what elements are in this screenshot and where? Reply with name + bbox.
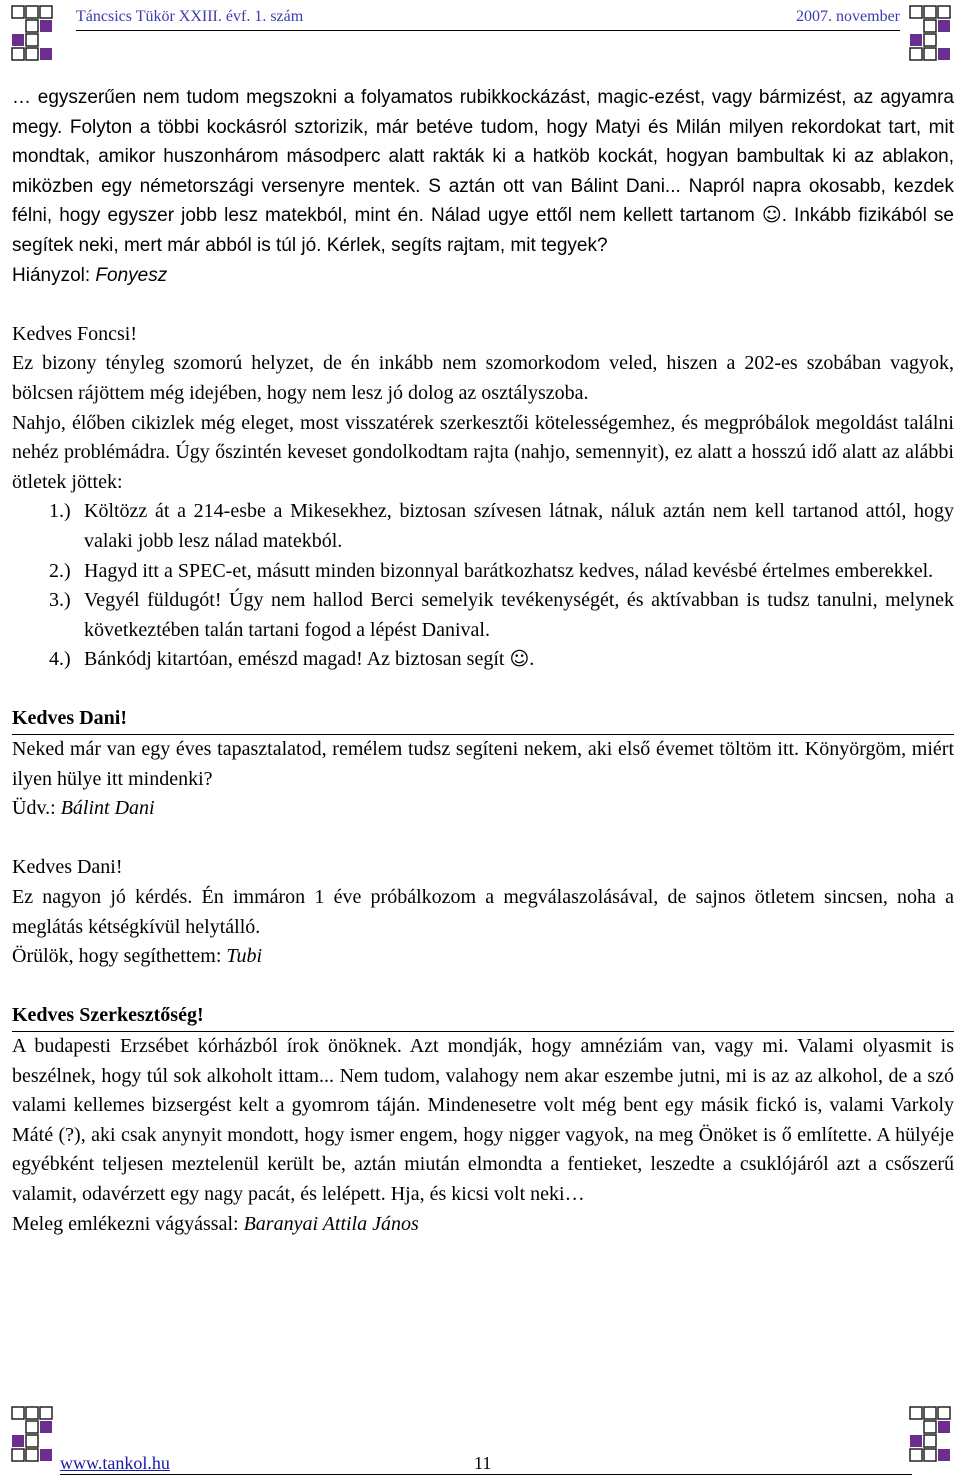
signature-label: Üdv.: — [12, 797, 61, 820]
signature-name: Baranyai Attila János — [243, 1212, 419, 1235]
signature-name: Tubi — [226, 945, 262, 968]
list-item — [12, 645, 954, 675]
list-item-number: 1.) — [49, 500, 71, 523]
rubik-cube-logo-icon — [10, 4, 54, 62]
list-item-number: 4.) — [49, 648, 71, 671]
header-date: 2007. november — [796, 8, 900, 25]
list-item-text: Bánkódj kitartóan, emészd magad! Az biztosan segít — [84, 648, 510, 671]
running-header — [76, 4, 900, 31]
rubik-cube-logo-icon — [10, 1405, 54, 1463]
rubik-cube-logo-svg — [908, 4, 952, 62]
list-item-text: Vegyél füldugót! Úgy nem hallod Berci semelyik tevékenységét, és aktívabban is tudsz tanulni, melynek következtében talán tartani fogod a lépést Danival. — [84, 589, 954, 641]
page-number: 11 — [474, 1453, 492, 1473]
rubik-cube-logo-svg — [908, 1405, 952, 1463]
signature-name: Bálint Dani — [60, 797, 155, 820]
list-item — [12, 586, 954, 645]
signature-label: Hiányzol: — [12, 264, 96, 286]
signature-name: Fonyesz — [95, 264, 168, 286]
list-item — [12, 557, 954, 587]
signature-label: Örülök, hogy segíthettem: — [12, 945, 227, 968]
article-body — [12, 83, 954, 1239]
letter-fonyesz-signature — [12, 261, 954, 291]
list-item — [12, 497, 954, 556]
header-publication: Táncsics Tükör XXIII. évf. 1. szám — [76, 8, 304, 25]
list-item-number: 2.) — [49, 559, 71, 582]
letter-signature — [12, 1210, 954, 1240]
rubik-cube-logo-svg — [10, 4, 54, 62]
letter-heading: Kedves Szerkesztőség! — [12, 1001, 954, 1032]
letter-fonyesz — [12, 83, 954, 261]
reply-paragraph: Ez nagyon jó kérdés. Én immáron 1 éve próbálkozom a megválaszolásával, de sajnos ötletem sincsen, noha a meglátás kétségkívül helytálló. — [12, 886, 954, 938]
reply-paragraph: Nahjo, élőben cikizlek még eleget, most visszatérek szerkesztői kötelességemhez, és megpróbálok megoldást találni nehéz problémádra. Úgy őszintén keveset gondolkodtam rajta (nahjo, semennyit), ez alatt a hosszú idő alatt az alábbi ötletek jöttek: — [12, 411, 954, 493]
letter-fonyesz-text-cont: . Inkább fizikából se segítek neki, mert már abból is túl jó. Kérlek, segíts rajtam, mit tegyek? — [12, 205, 954, 256]
letter-body: Neked már van egy éves tapasztalatod, remélem tudsz segíteni nekem, aki első évemet töltöm itt. Könyörgöm, miért ilyen hülye itt mindenki? — [12, 738, 954, 790]
letter-heading: Kedves Dani! — [12, 704, 954, 735]
footer-rule — [60, 1474, 912, 1475]
letter-signature — [12, 794, 954, 824]
reply-greeting: Kedves Foncsi! — [12, 322, 137, 345]
rubik-cube-logo-icon — [908, 4, 952, 62]
reply-paragraph: Ez bizony tényleg szomorú helyzet, de én inkább nem szomorkodom veled, hiszen a 202-es szobában vagyok, bölcsen rájöttem még idejében, hogy nem lesz jó dolog az osztályszoba. — [12, 352, 954, 404]
smiley-face-icon: ☺ — [761, 204, 782, 227]
signature-label: Meleg emlékezni vágyással: — [12, 1212, 244, 1235]
smiley-face-icon: ☺ — [509, 648, 530, 671]
list-item-text: Költözz át a 214-esbe a Mikesekhez, biztosan szívesen látnak, náluk aztán nem kell tartanod attól, hogy valaki jobb lesz nálad matekból. — [84, 500, 954, 552]
reply-greeting: Kedves Dani! — [12, 856, 123, 879]
website-link[interactable]: www.tankol.hu — [60, 1453, 170, 1473]
letter-fonyesz-text: … egyszerűen nem tudom megszokni a folyamatos rubikkockázást, magic-ezést, vagy bármizést, az agyamra megy. Folyton a többi kockásról sztorizik, már betéve tudom, hogy Matyi és Milán milyen rekordokat tart, mit mondtak, amikor huszonhárom másodperc alatt rakták ki a hatköb kockát, hogyan bambultak ki az ablakon, miközben egy németországi versenyre mentek. S aztán ott van Bálint Dani... Napról napra okosabb, kezdek félni, hogy egyszer jobb lesz matekból, mint én. Nálad ugye ettől nem kellett tartanom — [12, 87, 954, 227]
rubik-cube-logo-icon — [908, 1405, 952, 1463]
letter-body: A budapesti Erzsébet kórházból írok önöknek. Azt mondják, hogy amnéziám van, vagy mi. Valami olyasmit is beszélnek, hogy túl sok alkoholt ittam... Nem tudom, valahogy nem akar eszembe jutni, mi is az az alkohol, de a szó valami kellemes bizsergést kelt a gyomrom táján. Mindenesetre volt még bent egy másik fickó is, valami Varkoly Máté (?), aki csak anynyit mondott, hogy ismer engem, hogy nigger vagyok, na meg Önöket is ő említette. A hülyéje egyébként teljesen meztelenül került be, aztán miután elmondta a fentieket, leszedte a csuklójáról azt a csőszerű valamit, odavérzett egy nagy pacát, és lelépett. Hja, és kicsi volt neki… — [12, 1035, 954, 1205]
rubik-cube-logo-svg — [10, 1405, 54, 1463]
list-item-number: 3.) — [49, 589, 71, 612]
list-item-text: Hagyd itt a SPEC-et, másutt minden bizonnyal barátkozhatsz kedves, nálad kevésbé értelmes emberekkel. — [84, 559, 934, 582]
reply-signature — [12, 942, 954, 972]
advice-list — [12, 497, 954, 675]
list-item-text-tail: . — [529, 648, 535, 671]
